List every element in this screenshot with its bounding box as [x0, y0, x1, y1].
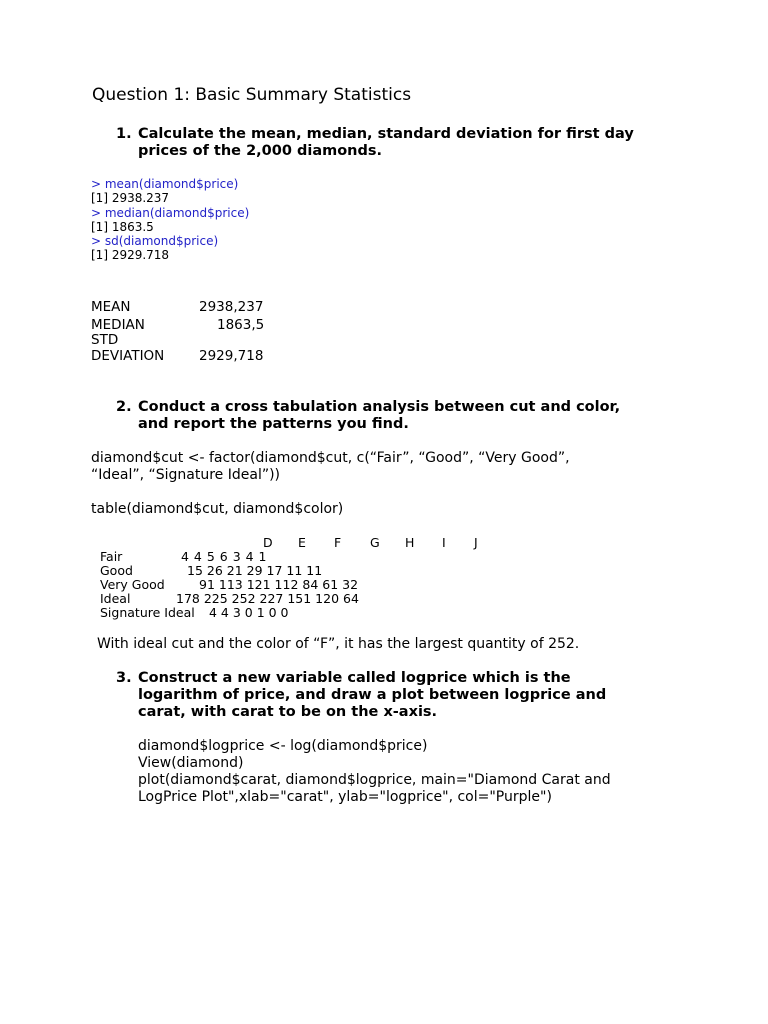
q1-prompt [138, 126, 634, 160]
q2-table-code: table(diamond$cut, diamond$color) [91, 501, 344, 517]
console-output: [1] 2929.718 [91, 248, 170, 263]
page-title: Question 1: Basic Summary Statistics [92, 85, 412, 105]
column-header-g: G [370, 535, 380, 550]
console-output: [1] 1863.5 [91, 219, 154, 234]
q2-factor-code [91, 450, 570, 484]
code-line: “Ideal”, “Signature Ideal”)) [91, 467, 281, 483]
column-header-f: F [334, 535, 342, 550]
q2-conclusion: With ideal cut and the color of “F”, it has the largest quantity of 252. [97, 636, 580, 652]
table-row-values: 4 4 3 0 1 0 0 [209, 605, 289, 620]
console-command: > mean(diamond$price) [91, 177, 239, 191]
q3-prompt [138, 670, 606, 721]
median-label: MEDIAN [91, 317, 145, 333]
column-header-h: H [405, 535, 415, 550]
mean-value: 2938,237 [199, 299, 264, 315]
table-row-values: 15 26 21 29 17 11 11 [187, 563, 323, 578]
q3-number: 3. [116, 670, 132, 686]
std-value: 2929,718 [199, 348, 264, 364]
q2-number: 2. [116, 399, 132, 415]
table-row-values: 91 113 121 112 84 61 32 [199, 577, 359, 592]
q1-prompt-line-1: Calculate the mean, median, standard deviation for first day [138, 126, 634, 142]
q1-prompt-line-2: prices of the 2,000 diamonds. [138, 143, 383, 159]
table-row-label: Fair [100, 549, 123, 564]
console-output: [1] 2938.237 [91, 191, 170, 206]
console-command: > median(diamond$price) [91, 205, 250, 220]
q2-prompt [138, 399, 620, 433]
q3-prompt-line-1: Construct a new variable called logprice which is the [138, 670, 571, 686]
std-label-line-2: DEVIATION [91, 348, 165, 364]
table-row-values: 178 225 252 227 151 120 64 [176, 591, 359, 606]
q1-r-console [91, 177, 249, 263]
code-line: diamond$cut <- factor(diamond$cut, c(“Fair”, “Good”, “Very Good”, [91, 450, 570, 466]
console-command: > sd(diamond$price) [91, 234, 219, 249]
column-header-j: J [474, 535, 478, 550]
code-line: LogPrice Plot",xlab="carat", ylab="logprice", col="Purple") [138, 789, 552, 805]
mean-label: MEAN [91, 299, 131, 315]
code-line: plot(diamond$carat, diamond$logprice, main="Diamond Carat and [138, 772, 611, 788]
column-header-e: E [298, 535, 306, 550]
table-row-label: Very Good [100, 577, 165, 592]
column-header-d: D [263, 535, 273, 550]
table-row-label: Good [100, 563, 133, 578]
std-label-line-1: STD [91, 332, 119, 348]
code-line: View(diamond) [138, 755, 244, 771]
table-row-label: Ideal [100, 591, 131, 606]
q3-prompt-line-2: logarithm of price, and draw a plot between logprice and [138, 687, 607, 703]
q2-prompt-line-1: Conduct a cross tabulation analysis between cut and color, [138, 399, 621, 415]
q2-prompt-line-2: and report the patterns you find. [138, 416, 409, 432]
median-value: 1863,5 [217, 317, 265, 333]
q3-prompt-line-3: carat, with carat to be on the x-axis. [138, 704, 438, 720]
table-row-values: 4 4 5 6 3 4 1 [181, 549, 267, 564]
code-line: diamond$logprice <- log(diamond$price) [138, 738, 428, 754]
q3-code [138, 738, 611, 806]
q1-number: 1. [116, 126, 132, 142]
column-header-i: I [442, 535, 446, 550]
table-row-label: Signature Ideal [100, 605, 195, 620]
